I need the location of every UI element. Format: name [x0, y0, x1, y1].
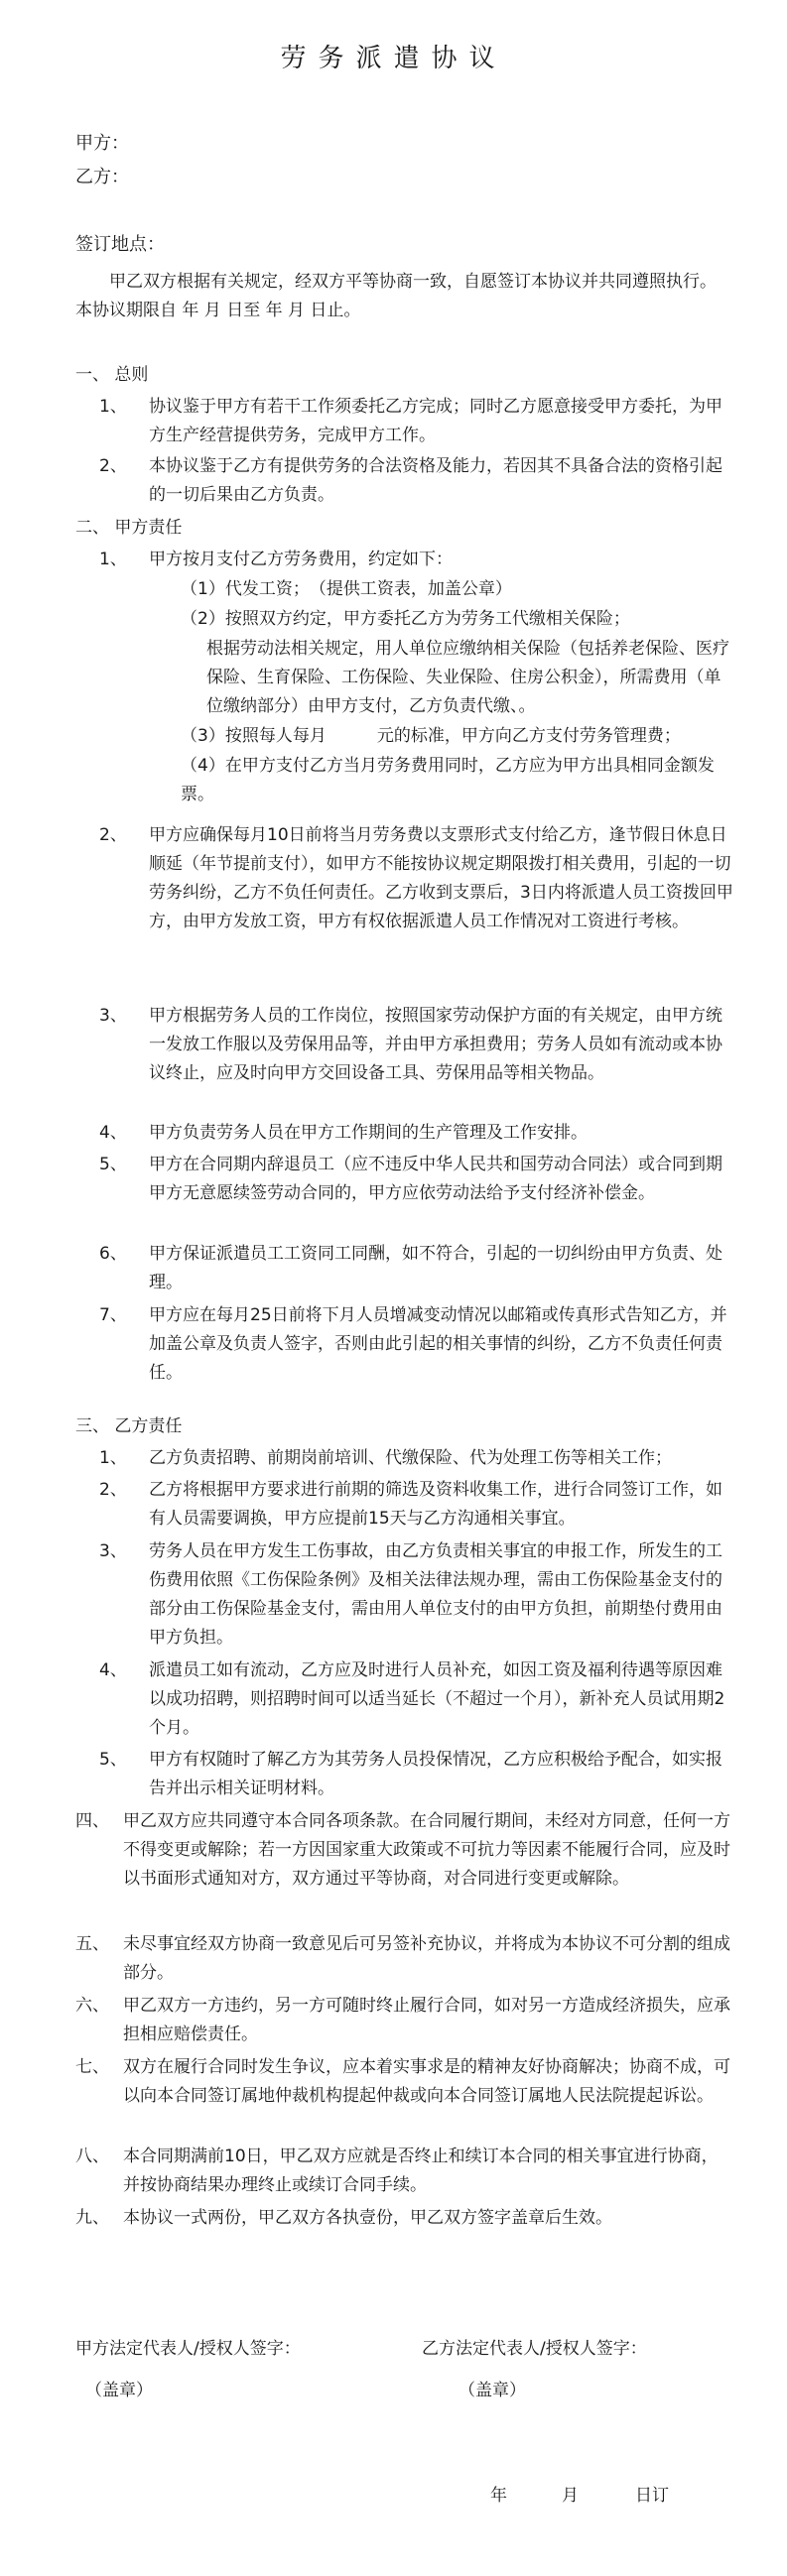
section-2-heading: 二、 甲方责任	[75, 518, 183, 538]
s2-sub-4-text: （4）在甲方支付乙方当月劳务费用同时，乙方应为甲方出具相同金额发票。	[181, 756, 715, 804]
s3-item-5-text: 甲方有权随时了解乙方为其劳务人员投保情况，乙方应积极给予配合，如实报告并出示相关证明材料。	[149, 1750, 722, 1798]
s2-sub-1-text: （1）代发工资； （提供工资表，加盖公章）	[181, 579, 512, 599]
s3-item-1-text: 乙方负责招聘、前期岗前培训、代缴保险、代为处理工伤等相关工作；	[149, 1448, 672, 1468]
sign-location-label: 签订地点：	[75, 234, 165, 255]
s2-item-6-text: 甲方保证派遣员工工资同工同酬，如不符合，引起的一切纠纷由甲方负责、处理。	[149, 1244, 722, 1292]
party-a-signature-label: 甲方法定代表人/授权人签字：	[75, 2339, 301, 2359]
s2-sub-2-detail-text: 根据劳动法相关规定，用人单位应缴纳相关保险（包括养老保险、医疗保险、生育保险、工伤保险、失业保险、住房公积金），所需费用（单位缴纳部分）由甲方支付，乙方负责代缴、。	[206, 639, 729, 716]
section-1-heading: 一、 总则	[75, 365, 149, 385]
s2-item-1-number: 1、	[99, 550, 127, 569]
s1-item-2-number: 2、	[99, 456, 127, 476]
s3-item-4-number: 4、	[99, 1660, 127, 1680]
s2-item-4-number: 4、	[99, 1123, 127, 1143]
clause-8-text: 本合同期满前10日，甲乙双方应就是否终止和续订本合同的相关事宜进行协商，并按协商结果办理终止或续订合同手续。	[123, 2147, 719, 2195]
s2-item-2-text: 甲方应确保每月10日前将当月劳务费以支票形式支付给乙方，逢节假日休息日顺延（年节提前支付），如甲方不能按协议规定期限拨打相关费用，引起的一切劳务纠纷，乙方不负任何责任。乙方收到支票后，3日内将派遣人员工资拨回甲方，由甲方发放工资，甲方有权依据派遣人员工作情况对工资进行考核。	[149, 825, 733, 931]
party-b-seal-label: （盖章）	[459, 2381, 526, 2400]
party-a-label: 甲方：	[75, 133, 129, 154]
s2-item-2-number: 2、	[99, 825, 127, 845]
s3-item-1-number: 1、	[99, 1448, 127, 1468]
date-day-label: 日订	[635, 2486, 669, 2506]
date-year-label: 年	[490, 2486, 507, 2506]
clause-6-text: 甲乙双方一方违约，另一方可随时终止履行合同，如对另一方造成经济损失，应承担相应赔偿责任。	[123, 1996, 730, 2044]
s2-item-7-text: 甲方应在每月25日前将下月人员增减变动情况以邮箱或传真形式告知乙方，并加盖公章及负责人签字，否则由此引起的相关事情的纠纷，乙方不负责任何责任。	[149, 1305, 727, 1383]
s2-sub-3-text: （3）按照每人每月 元的标准，甲方向乙方支付劳务管理费；	[181, 726, 681, 746]
date-month-label: 月	[562, 2486, 579, 2506]
s2-sub-2-text: （2）按照双方约定，甲方委托乙方为劳务工代缴相关保险；	[181, 609, 630, 629]
party-b-signature-label: 乙方法定代表人/授权人签字：	[422, 2339, 647, 2359]
party-a-seal-label: （盖章）	[85, 2381, 153, 2400]
s3-item-3-number: 3、	[99, 1541, 127, 1561]
clause-4-text: 甲乙双方应共同遵守本合同各项条款。在合同履行期间，未经对方同意，任何一方不得变更或解除；若一方因国家重大政策或不可抗力等因素不能履行合同，应及时以书面形式通知对方，双方通过平等协商，对合同进行变更或解除。	[123, 1811, 730, 1889]
section-3-heading: 三、 乙方责任	[75, 1416, 183, 1436]
s2-item-6-number: 6、	[99, 1244, 127, 1264]
s2-item-4-text: 甲方负责劳务人员在甲方工作期间的生产管理及工作安排。	[149, 1123, 588, 1143]
clause-6-number: 六、	[75, 1996, 109, 2016]
s2-item-5-text: 甲方在合同期内辞退员工（应不违反中华人民共和国劳动合同法）或合同到期甲方无意愿续签劳动合同的，甲方应依劳动法给予支付经济补偿金。	[149, 1155, 722, 1203]
clause-8-number: 八、	[75, 2147, 109, 2166]
s2-item-5-number: 5、	[99, 1155, 127, 1174]
clause-9-text: 本协议一式两份，甲乙双方各执壹份，甲乙双方签字盖章后生效。	[123, 2208, 612, 2228]
clause-7-number: 七、	[75, 2057, 109, 2077]
clause-5-text: 未尽事宜经双方协商一致意见后可另签补充协议，并将成为本协议不可分割的组成部分。	[123, 1934, 730, 1983]
s2-item-3-number: 3、	[99, 1006, 127, 1026]
s3-item-4-text: 派遣员工如有流动，乙方应及时进行人员补充，如因工资及福利待遇等原因难以成功招聘，则招聘时间可以适当延长（不超过一个月），新补充人员试用期2个月。	[149, 1660, 725, 1738]
s3-item-2-number: 2、	[99, 1480, 127, 1500]
document-title: 劳务派遣协议	[280, 44, 507, 73]
clause-5-number: 五、	[75, 1934, 109, 1954]
s3-item-5-number: 5、	[99, 1750, 127, 1770]
intro-paragraph: 甲乙双方根据有关规定，经双方平等协商一致，自愿签订本协议并共同遵照执行。本协议期限自 年 月 日至 年 月 日止。	[75, 272, 717, 320]
s1-item-2-text: 本协议鉴于乙方有提供劳务的合法资格及能力，若因其不具备合法的资格引起的一切后果由乙方负责。	[149, 456, 722, 505]
party-b-label: 乙方：	[75, 167, 129, 187]
s1-item-1-text: 协议鉴于甲方有若干工作须委托乙方完成；同时乙方愿意接受甲方委托，为甲方生产经营提供劳务，完成甲方工作。	[149, 397, 722, 445]
s2-item-7-number: 7、	[99, 1305, 127, 1325]
clause-4-number: 四、	[75, 1811, 109, 1831]
clause-7-text: 双方在履行合同时发生争议，应本着实事求是的精神友好协商解决；协商不成，可以向本合同签订属地仲裁机构提起仲裁或向本合同签订属地人民法院提起诉讼。	[123, 2057, 730, 2106]
s1-item-1-number: 1、	[99, 397, 127, 417]
s3-item-2-text: 乙方将根据甲方要求进行前期的筛选及资料收集工作，进行合同签订工作，如有人员需要调换，甲方应提前15天与乙方沟通相关事宜。	[149, 1480, 722, 1529]
s2-item-3-text: 甲方根据劳务人员的工作岗位，按照国家劳动保护方面的有关规定，由甲方统一发放工作服以及劳保用品等，并由甲方承担费用；劳务人员如有流动或本协议终止，应及时向甲方交回设备工具、劳保用品等相关物品。	[149, 1006, 722, 1083]
clause-9-number: 九、	[75, 2208, 109, 2228]
s3-item-3-text: 劳务人员在甲方发生工伤事故，由乙方负责相关事宜的申报工作，所发生的工伤费用依照《工伤保险条例》及相关法律法规办理，需由工伤保险基金支付的部分由工伤保险基金支付，需由用人单位支付的由甲方负担，前期垫付费用由甲方负担。	[149, 1541, 722, 1648]
s2-item-1-text: 甲方按月支付乙方劳务费用，约定如下：	[149, 550, 453, 569]
